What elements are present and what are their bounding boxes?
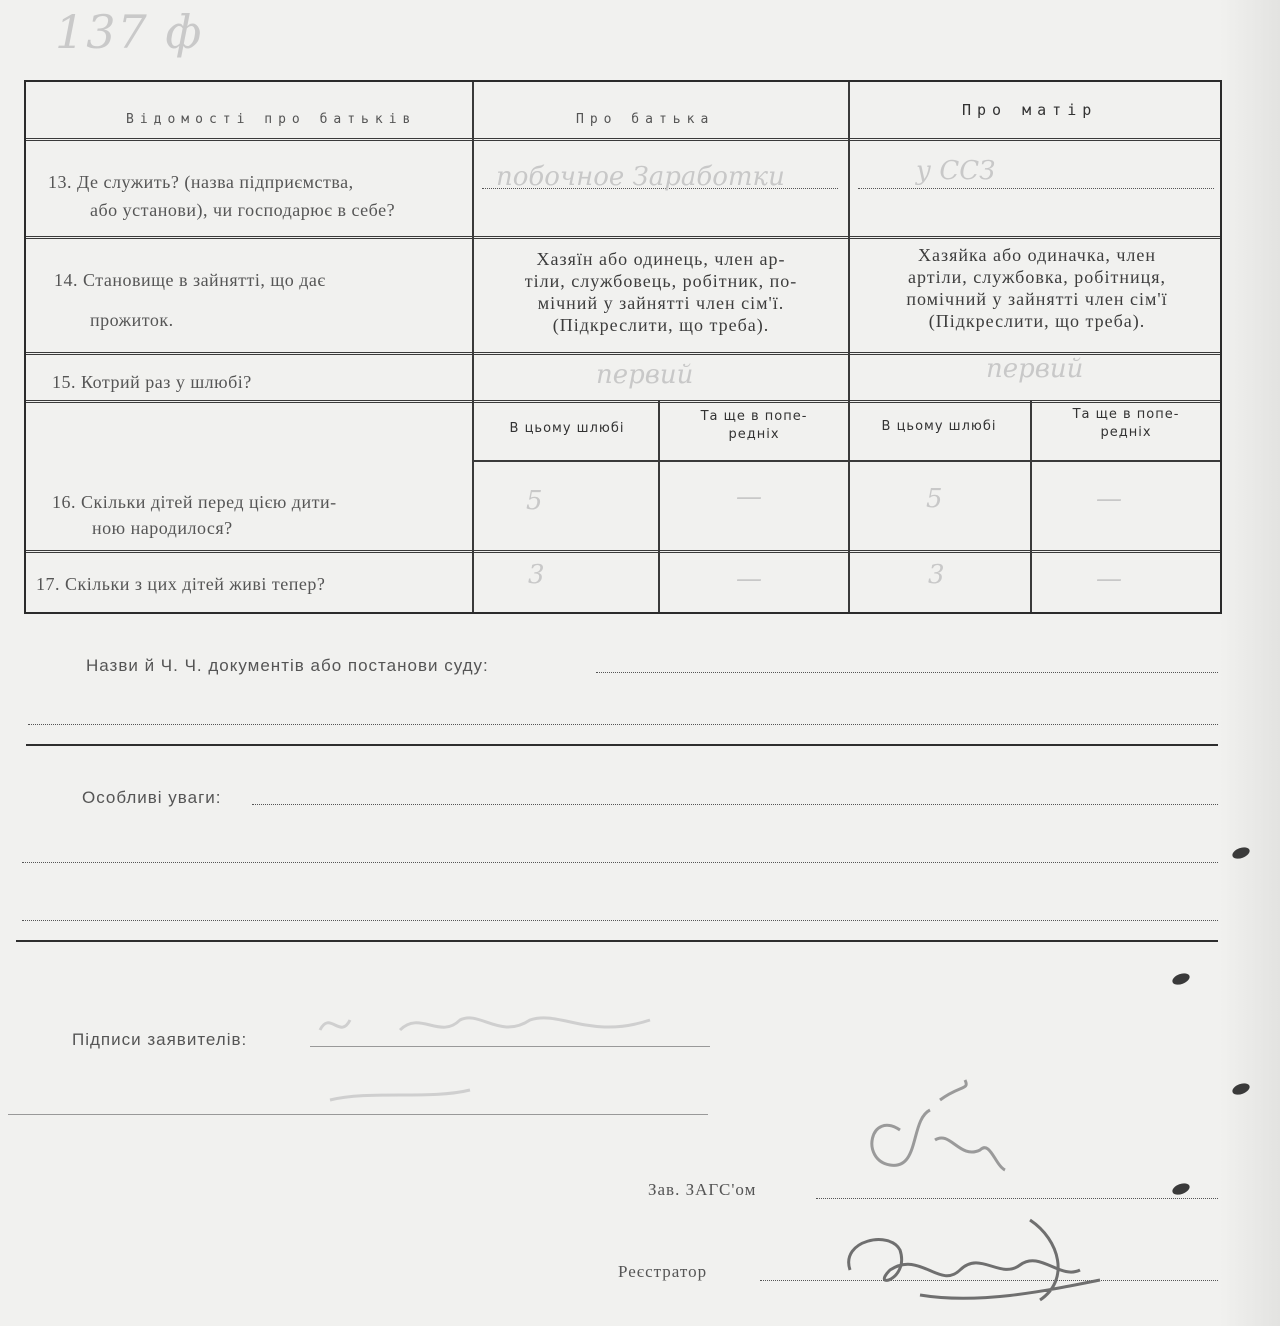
- zags-label: Зав. ЗАГС'ом: [648, 1180, 757, 1199]
- paper-edge-shadow: [1220, 0, 1280, 1326]
- q14-mother-options: [856, 244, 1218, 332]
- q15: 15. Котрий раз у шлюбі?: [52, 372, 252, 392]
- applicant-signatures-image: [310, 990, 690, 1120]
- sub-father-prev-2: редніх: [728, 427, 780, 442]
- signatures-label: Підписи заявителів:: [72, 1030, 248, 1049]
- header-left: Відомості про батьків: [126, 112, 417, 127]
- q14-father-opt3: мічний у зайнятті член сім'ї.: [537, 293, 785, 313]
- q15-father-answer: первий: [596, 360, 694, 390]
- zags-signature-image: [840, 1070, 1020, 1190]
- divider-father-sub: [658, 400, 660, 612]
- q14-line2: прожиток.: [90, 310, 174, 330]
- sub-mother-prev: [1038, 406, 1214, 442]
- q17-v3: 3: [928, 560, 945, 590]
- remarks-dotline-2: [22, 862, 1218, 863]
- row-line-header: [26, 138, 1220, 141]
- divider-col-left: [472, 82, 474, 612]
- parents-info-table: [24, 80, 1222, 614]
- q13-line1: 13. Де служить? (назва підприємства,: [48, 172, 354, 192]
- q13-mother-dotline: [858, 188, 1214, 189]
- q17-v1: 3: [528, 560, 545, 590]
- sub-mother-prev-1: Та ще в попе-: [1072, 407, 1180, 422]
- q14-father-options: [478, 248, 844, 336]
- documents-dotline-2: [28, 724, 1218, 725]
- q14-line1: 14. Становище в зайнятті, що дає: [54, 270, 326, 290]
- q13-father-answer: побочное Заработки: [496, 162, 785, 192]
- row-line-16: [26, 550, 1220, 553]
- sub-mother-this: В цьому шлюбі: [881, 419, 997, 434]
- q13-mother-answer: у ССЗ: [916, 156, 996, 186]
- q14-father-opt2: тіли, службовець, робітник, по-: [524, 271, 798, 291]
- q13-line2: або установи), чи господарює в себе?: [90, 200, 396, 220]
- zags-dotline: [816, 1198, 1218, 1199]
- remarks-dotline-3: [22, 920, 1218, 921]
- divider-col-mother: [848, 82, 850, 612]
- q16-line1: 16. Скільки дітей перед цією дити-: [52, 492, 337, 512]
- q15-mother-answer: первий: [986, 354, 1084, 384]
- remarks-dotline-1: [252, 804, 1218, 805]
- q14-mother-opt2: артіли, службовка, робітниця,: [908, 267, 1166, 287]
- q14-father-opt1: Хазяїн або одинець, член ар-: [536, 249, 786, 269]
- documents-label: Назви й Ч. Ч. документів або постанови суду:: [86, 656, 489, 675]
- header-father: Про батька: [576, 112, 715, 127]
- corner-handwritten-number: 137 ф: [55, 5, 204, 59]
- q16-v3: 5: [926, 484, 943, 514]
- q16-v2: —: [736, 482, 762, 512]
- q17-v2: —: [736, 564, 762, 594]
- sub-father-prev: [666, 408, 842, 444]
- q16-v4: —: [1096, 484, 1122, 514]
- registrar-signature-image: [830, 1210, 1110, 1310]
- paper-tear-mark-4: [1171, 1181, 1191, 1197]
- remarks-label: Особливі уваги:: [82, 788, 222, 807]
- section-rule-2: [16, 940, 1218, 942]
- sub-father-this: В цьому шлюбі: [509, 421, 625, 436]
- q16-v1: 5: [526, 486, 543, 516]
- q14-father-opt4: (Підкреслити, що треба).: [552, 315, 770, 335]
- divider-mother-sub: [1030, 400, 1032, 612]
- documents-dotline-1: [596, 672, 1218, 673]
- paper-tear-mark-2: [1171, 971, 1191, 987]
- sub-father-prev-1: Та ще в попе-: [700, 409, 808, 424]
- sub-mother-prev-2: редніх: [1100, 425, 1152, 440]
- row-line-15: [26, 400, 1220, 403]
- q14-mother-opt3: помічний у зайнятті член сім'ї: [906, 289, 1168, 309]
- q14-mother-opt4: (Підкреслити, що треба).: [928, 311, 1146, 331]
- section-rule-1: [26, 744, 1218, 746]
- row-line-sub: [472, 460, 1220, 462]
- registrar-label: Реєстратор: [618, 1262, 708, 1281]
- q14-mother-opt1: Хазяйка або одиначка, член: [918, 245, 1156, 265]
- row-line-13: [26, 236, 1220, 239]
- q17-v4: —: [1096, 564, 1122, 594]
- q17: 17. Скільки з цих дітей живі тепер?: [36, 574, 326, 594]
- header-mother: Про матір: [962, 101, 1098, 119]
- q16-line2: ною народилося?: [92, 518, 233, 538]
